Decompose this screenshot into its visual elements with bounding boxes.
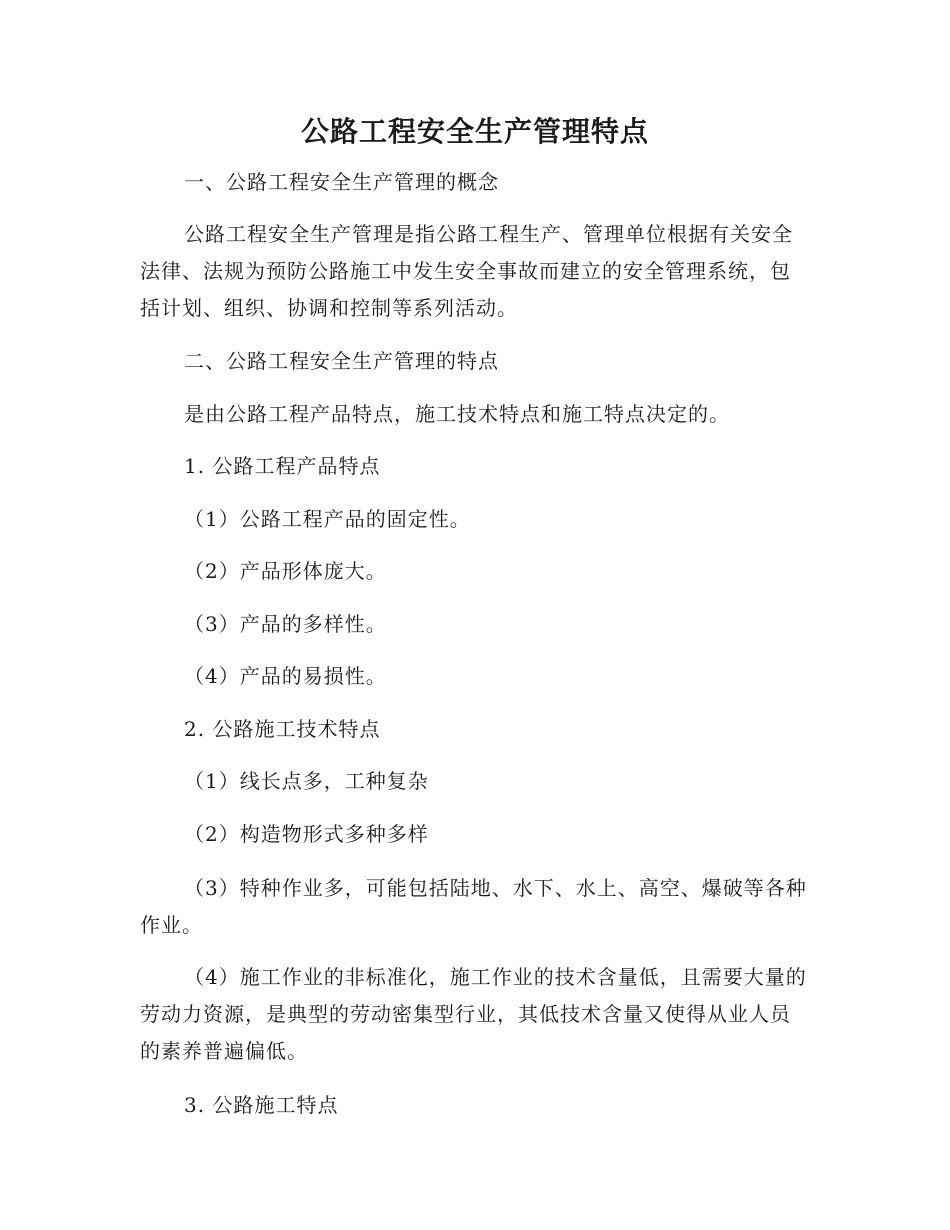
subsection-heading: 2. 公路施工技术特点 bbox=[184, 717, 381, 741]
list-item: （1）线长点多，工种复杂 bbox=[184, 769, 429, 793]
subsection-heading: 3. 公路施工特点 bbox=[184, 1093, 339, 1117]
list-item: （2）产品形体庞大。 bbox=[184, 559, 387, 583]
document-title: 公路工程安全生产管理特点 bbox=[300, 115, 649, 148]
paragraph: 是由公路工程产品特点，施工技术特点和施工特点决定的。 bbox=[184, 402, 730, 426]
subsection-heading: 1. 公路工程产品特点 bbox=[184, 454, 381, 478]
list-item: （3）产品的多样性。 bbox=[184, 612, 387, 636]
list-item: （1）公路工程产品的固定性。 bbox=[184, 507, 471, 531]
list-item: （3）特种作业多，可能包括陆地、水下、水上、高空、爆破等各种作业。 bbox=[140, 876, 807, 937]
list-item: （4）产品的易损性。 bbox=[184, 664, 387, 688]
list-item: （2）构造物形式多种多样 bbox=[184, 822, 429, 846]
section-heading: 一、公路工程安全生产管理的概念 bbox=[184, 170, 499, 194]
paragraph: 公路工程安全生产管理是指公路工程生产、管理单位根据有关安全法律、法规为预防公路施工中发生安全事故而建立的安全管理系统，包括计划、组织、协调和控制等系列活动。 bbox=[140, 222, 793, 320]
list-item: （4）施工作业的非标准化，施工作业的技术含量低，且需要大量的劳动力资源，是典型的劳动密集型行业，其低技术含量又使得从业人员的素养普遍偏低。 bbox=[140, 965, 807, 1063]
section-heading: 二、公路工程安全生产管理的特点 bbox=[184, 349, 499, 373]
